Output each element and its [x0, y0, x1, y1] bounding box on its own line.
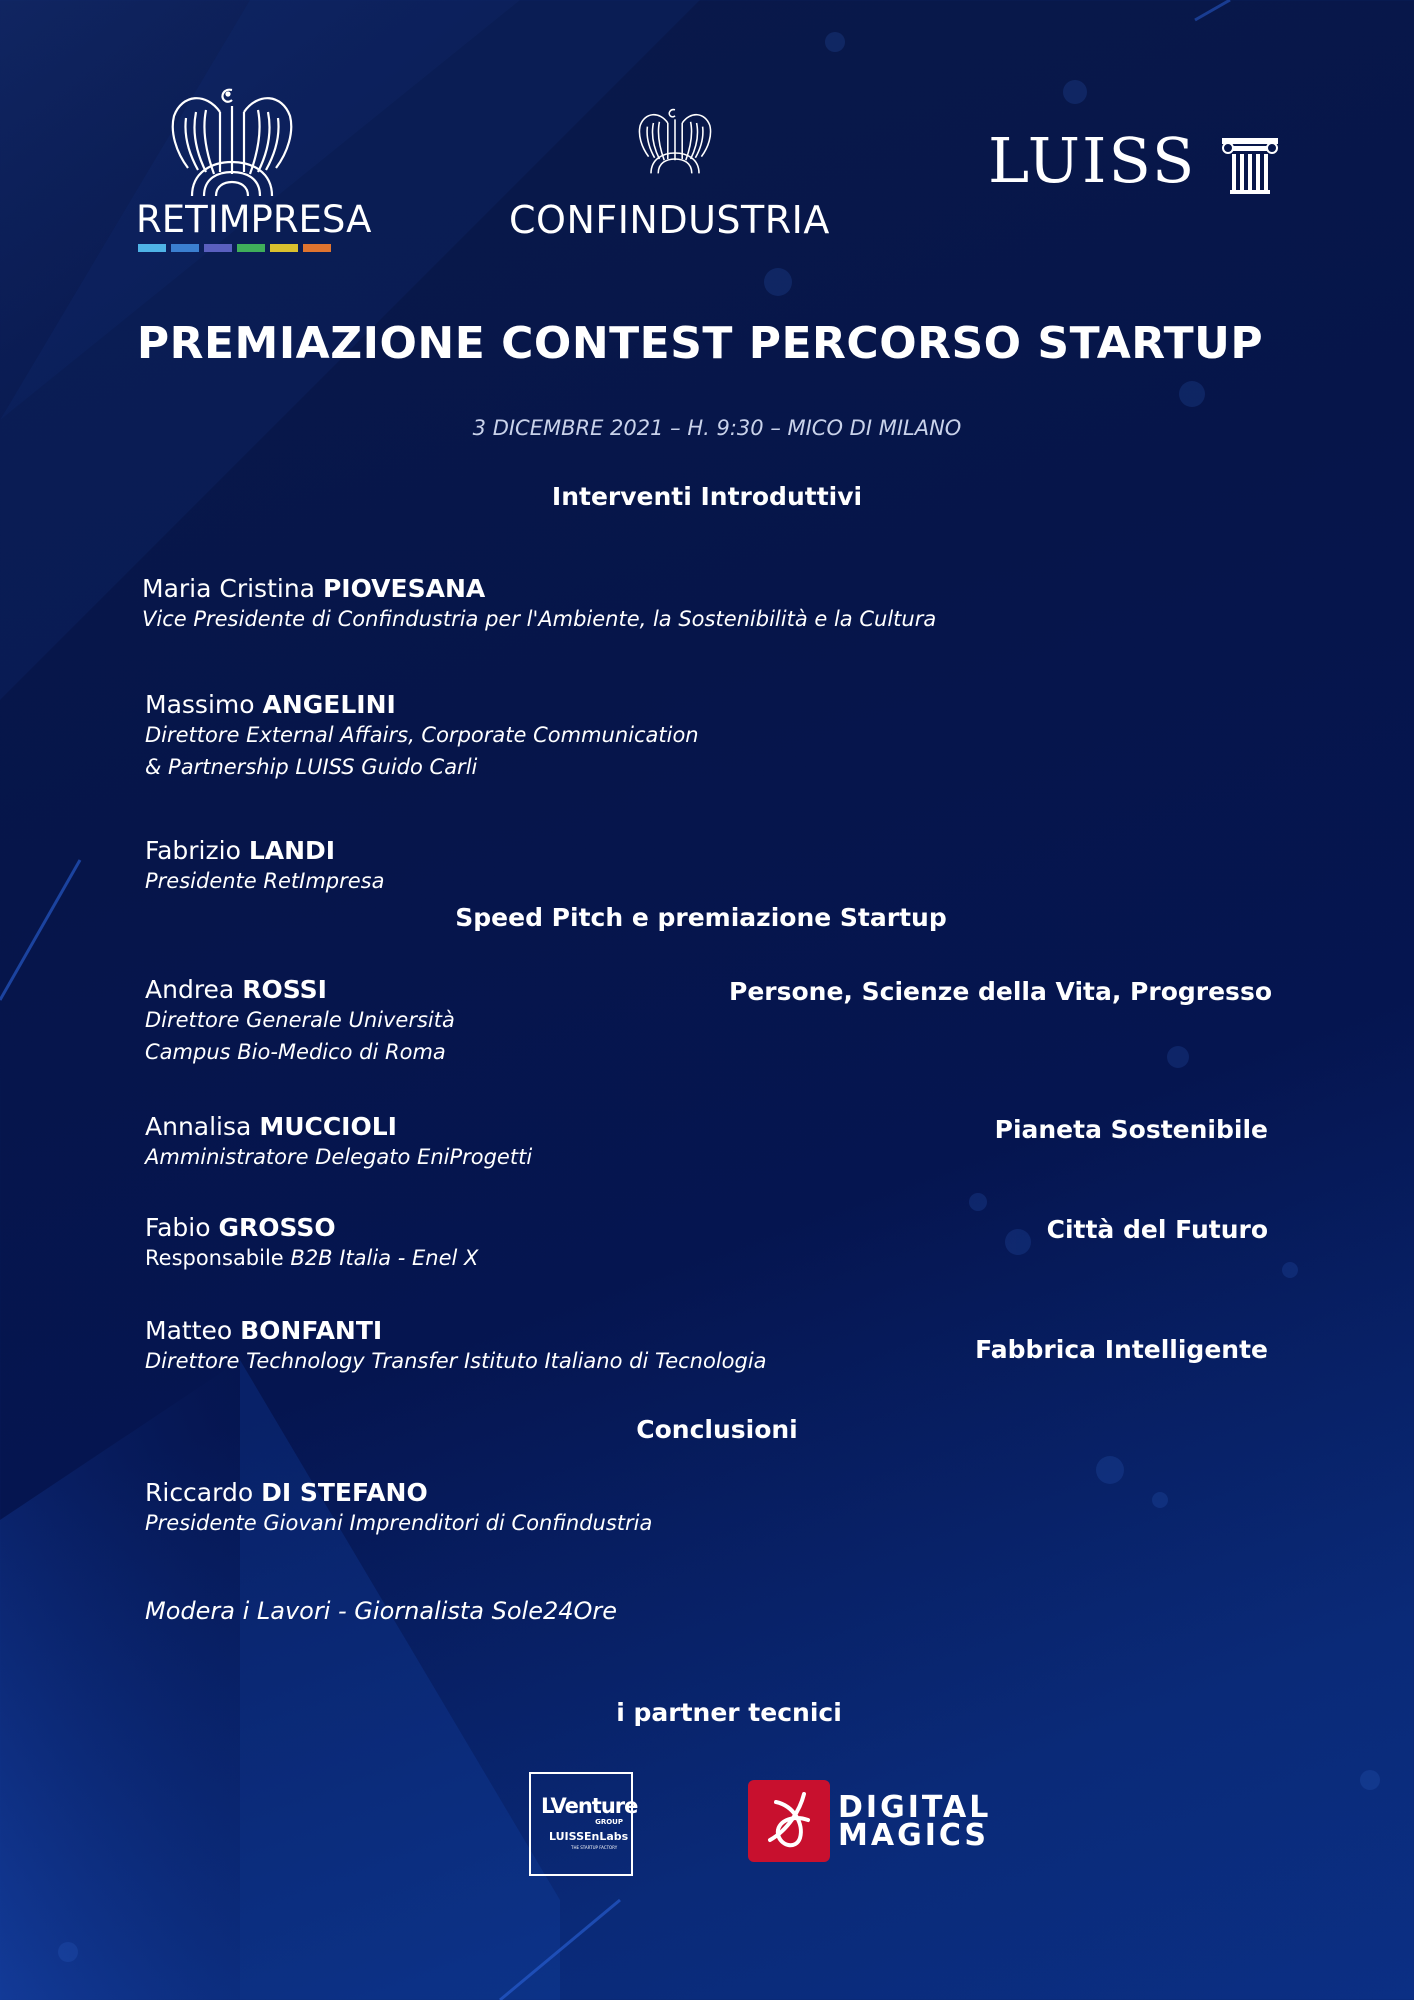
speaker-muccioli [145, 1112, 765, 1173]
luiss-logo [988, 124, 1288, 210]
event-dateline: 3 DICEMBRE 2021 – H. 9:30 – MICO DI MILANO [472, 416, 962, 440]
speaker-name [145, 1213, 765, 1242]
magic-swirl-icon [748, 1780, 830, 1862]
speaker-role: Amministratore Delegato EniProgetti [145, 1145, 533, 1169]
speaker-last-name: PIOVESANA [322, 574, 486, 603]
moderator-note: Modera i Lavori - Giornalista Sole24Ore [145, 1597, 618, 1625]
speaker-first-name: Fabio [145, 1213, 211, 1242]
speaker-first-name: Massimo [145, 690, 255, 719]
digital-magics-line1: DIGITAL [838, 1790, 992, 1825]
speaker-first-name: Andrea [145, 975, 235, 1004]
speaker-last-name: DI STEFANO [261, 1478, 428, 1507]
speaker-last-name: LANDI [248, 836, 336, 865]
confindustria-wordmark: CONFINDUSTRIA [509, 198, 830, 242]
speaker-rossi [145, 975, 765, 1068]
speaker-last-name: MUCCIOLI [259, 1112, 397, 1141]
speaker-angelini [145, 690, 1045, 783]
digital-magics-line2: MAGICS [838, 1818, 990, 1853]
speaker-first-name: Maria Cristina [142, 574, 315, 603]
speaker-landi [145, 836, 1045, 897]
speaker-last-name: ANGELINI [262, 690, 396, 719]
speaker-name [145, 1112, 765, 1141]
category-pianeta: Pianeta Sostenibile [994, 1115, 1268, 1144]
digital-magics-logo [748, 1780, 998, 1866]
lventure-wordmark: LVenture [541, 1794, 638, 1818]
retimpresa-logo [132, 82, 372, 257]
speaker-role: Presidente Giovani Imprenditori di Confindustria [145, 1511, 653, 1535]
lventure-group-label: GROUP [595, 1818, 623, 1826]
confindustria-logo [505, 86, 845, 246]
speaker-role-italic: B2B Italia - Enel X [290, 1246, 479, 1270]
speaker-first-name: Matteo [145, 1316, 233, 1345]
speaker-piovesana [142, 574, 1042, 635]
speaker-role-line2: & Partnership LUISS Guido Carli [145, 755, 478, 779]
category-persone: Persone, Scienze della Vita, Progresso [729, 977, 1272, 1006]
luiss-enlabs-label: LUISSEnLabs [549, 1830, 629, 1843]
speaker-name [145, 836, 1045, 865]
speaker-role: Presidente RetImpresa [145, 869, 385, 893]
speaker-last-name: GROSSO [218, 1213, 336, 1242]
section-heading-intro: Interventi Introduttivi [551, 482, 863, 511]
speaker-first-name: Annalisa [145, 1112, 252, 1141]
column-icon [1220, 136, 1280, 196]
speaker-name [145, 975, 765, 1004]
speaker-role-line1: Direttore External Affairs, Corporate Communication [145, 723, 699, 747]
speaker-name [145, 1478, 1045, 1507]
page-title: PREMIAZIONE CONTEST PERCORSO STARTUP [136, 318, 1264, 369]
eagle-icon [615, 86, 735, 196]
retimpresa-wordmark: RETIMPRESA [136, 198, 372, 241]
retimpresa-color-stripes [138, 244, 338, 254]
speaker-name [142, 574, 1042, 603]
category-fabbrica: Fabbrica Intelligente [975, 1335, 1268, 1364]
speaker-last-name: BONFANTI [240, 1316, 383, 1345]
section-heading-pitch: Speed Pitch e premiazione Startup [455, 903, 947, 932]
speaker-name [145, 690, 1045, 719]
speaker-last-name: ROSSI [242, 975, 327, 1004]
speaker-role: Vice Presidente di Confindustria per l'Ambiente, la Sostenibilità e la Cultura [142, 607, 937, 631]
speaker-role: Direttore Technology Transfer Istituto Italiano di Tecnologia [145, 1349, 767, 1373]
digital-magics-wordmark [838, 1790, 992, 1853]
speaker-first-name: Riccardo [145, 1478, 254, 1507]
category-citta: Città del Futuro [1046, 1215, 1268, 1244]
speaker-di-stefano [145, 1478, 1045, 1539]
lventure-logo [529, 1772, 638, 1876]
eagle-icon [132, 82, 332, 202]
speaker-role-prefix: Responsabile [145, 1246, 291, 1270]
speaker-role-line1: Direttore Generale Università [145, 1008, 455, 1032]
speaker-role [145, 1242, 765, 1274]
speaker-first-name: Fabrizio [145, 836, 241, 865]
luiss-wordmark: LUISS [988, 124, 1197, 197]
speaker-role-line2: Campus Bio-Medico di Roma [145, 1040, 446, 1064]
speaker-grosso [145, 1213, 765, 1274]
section-heading-partners: i partner tecnici [616, 1698, 842, 1727]
digital-magics-badge [748, 1780, 830, 1862]
startup-factory-label: THE STARTUP FACTORY [571, 1845, 618, 1850]
section-heading-conclusions: Conclusioni [636, 1415, 798, 1444]
